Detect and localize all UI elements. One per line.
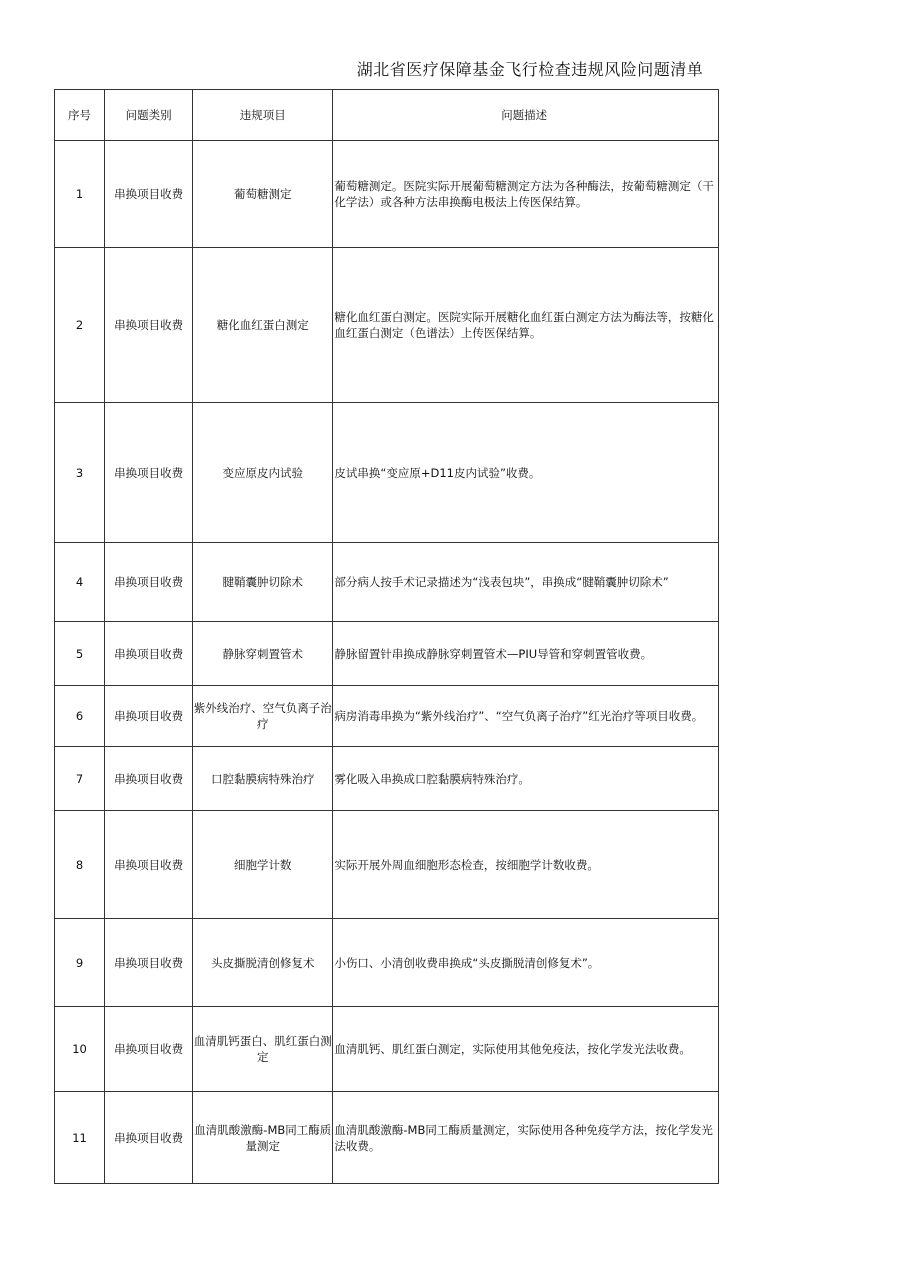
row-no: 2	[55, 248, 105, 403]
row-item: 紫外线治疗、空气负离子治疗	[193, 686, 333, 747]
row-item: 血清肌钙蛋白、肌红蛋白测定	[193, 1007, 333, 1092]
row-category: 串换项目收费	[105, 811, 193, 919]
row-item: 头皮撕脱清创修复术	[193, 919, 333, 1007]
row-description: 血清肌钙、肌红蛋白测定，实际使用其他免疫法，按化学发光法收费。	[333, 1007, 719, 1092]
row-description: 部分病人按手术记录描述为“浅表包块”，串换成“腱鞘囊肿切除术”	[333, 543, 719, 622]
row-item: 腱鞘囊肿切除术	[193, 543, 333, 622]
table-row	[55, 747, 719, 811]
table-row	[55, 811, 719, 919]
row-description: 皮试串换“变应原+D11皮内试验”收费。	[333, 403, 719, 543]
row-no: 4	[55, 543, 105, 622]
row-category: 串换项目收费	[105, 248, 193, 403]
row-description: 雾化吸入串换成口腔黏膜病特殊治疗。	[333, 747, 719, 811]
row-description: 实际开展外周血细胞形态检查，按细胞学计数收费。	[333, 811, 719, 919]
table-row	[55, 1092, 719, 1184]
row-description: 葡萄糖测定。医院实际开展葡萄糖测定方法为各种酶法，按葡萄糖测定（干化学法）或各种方法串换酶电极法上传医保结算。	[333, 141, 719, 248]
row-item: 口腔黏膜病特殊治疗	[193, 747, 333, 811]
row-category: 串换项目收费	[105, 747, 193, 811]
row-category: 串换项目收费	[105, 1007, 193, 1092]
row-item: 静脉穿刺置管术	[193, 622, 333, 686]
violation-table	[54, 89, 719, 1184]
row-description: 小伤口、小清创收费串换成“头皮撕脱清创修复术”。	[333, 919, 719, 1007]
table-row	[55, 403, 719, 543]
row-description: 血清肌酸激酶-MB同工酶质量测定，实际使用各种免疫学方法，按化学发光法收费。	[333, 1092, 719, 1184]
row-no: 3	[55, 403, 105, 543]
row-no: 7	[55, 747, 105, 811]
row-no: 6	[55, 686, 105, 747]
row-category: 串换项目收费	[105, 919, 193, 1007]
row-item: 细胞学计数	[193, 811, 333, 919]
header-category: 问题类别	[105, 90, 193, 141]
row-no: 8	[55, 811, 105, 919]
row-item: 糖化血红蛋白测定	[193, 248, 333, 403]
row-no: 5	[55, 622, 105, 686]
table-row	[55, 1007, 719, 1092]
row-category: 串换项目收费	[105, 403, 193, 543]
row-category: 串换项目收费	[105, 686, 193, 747]
row-no: 10	[55, 1007, 105, 1092]
header-description: 问题描述	[333, 90, 719, 141]
row-description: 静脉留置针串换成静脉穿刺置管术—PIU导管和穿刺置管收费。	[333, 622, 719, 686]
row-no: 11	[55, 1092, 105, 1184]
table-row	[55, 622, 719, 686]
row-category: 串换项目收费	[105, 622, 193, 686]
header-no: 序号	[55, 90, 105, 141]
row-category: 串换项目收费	[105, 141, 193, 248]
row-item: 葡萄糖测定	[193, 141, 333, 248]
header-item: 违规项目	[193, 90, 333, 141]
table-header	[55, 90, 719, 141]
row-no: 9	[55, 919, 105, 1007]
page-title: 湖北省医疗保障基金飞行检查违规风险问题清单	[356, 60, 704, 79]
row-category: 串换项目收费	[105, 543, 193, 622]
row-no: 1	[55, 141, 105, 248]
table-row	[55, 543, 719, 622]
table-row	[55, 919, 719, 1007]
row-category: 串换项目收费	[105, 1092, 193, 1184]
row-item: 变应原皮内试验	[193, 403, 333, 543]
table-row	[55, 686, 719, 747]
row-description: 病房消毒串换为“紫外线治疗”、“空气负离子治疗”红光治疗等项目收费。	[333, 686, 719, 747]
row-item: 血清肌酸激酶-MB同工酶质量测定	[193, 1092, 333, 1184]
row-description: 糖化血红蛋白测定。医院实际开展糖化血红蛋白测定方法为酶法等，按糖化血红蛋白测定（色谱法）上传医保结算。	[333, 248, 719, 403]
table-row	[55, 141, 719, 248]
table-row	[55, 248, 719, 403]
